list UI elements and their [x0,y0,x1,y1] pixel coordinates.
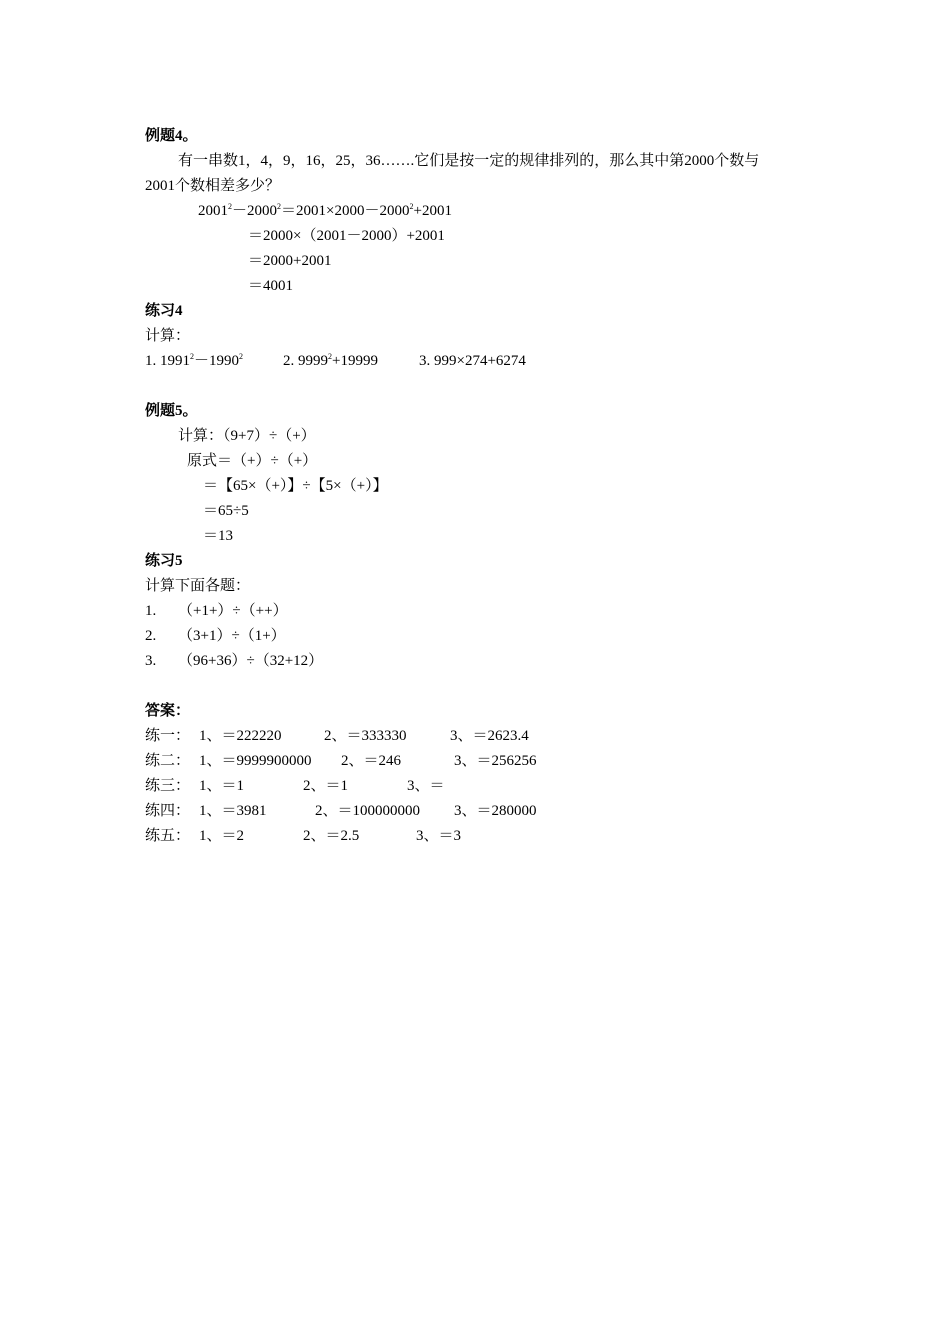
answer-2: 2、＝100000000 [315,803,421,819]
practice4-q2 [283,351,378,371]
sol1-sup-c: 2 [409,202,414,211]
answer-3: 3、＝280000 [454,803,537,819]
answer-label: 练一： [145,728,191,744]
answer-label: 练五： [145,828,191,844]
q2-a: 2. 9999 [283,353,328,369]
practice5-item [145,651,445,671]
example5-line1: 计算：（9+7）÷（+） [178,428,316,444]
answer-2: 2、＝1 [303,778,349,794]
practice5-item [145,601,445,621]
answers-heading: 答案： [145,703,191,719]
example4-solution-line2: ＝2000×（2001－2000）+2001 [248,228,445,244]
q1-sup-a: 2 [190,352,194,361]
answer-label: 练三： [145,778,191,794]
example4-solution-line1 [198,201,452,221]
answer-row [145,751,565,771]
example4-solution-line3: ＝2000+2001 [248,253,332,269]
sol1-b: －2000 [232,203,278,219]
answer-1: 1、＝2 [199,828,245,844]
item-number: 1. [145,603,157,619]
sol1-sup-a: 2 [228,202,232,211]
q2-b: +19999 [332,353,378,369]
sol1-sup-b: 2 [277,202,282,211]
example4-problem-line2: 2001个数相差多少？ [145,178,281,194]
answer-1: 1、＝222220 [199,728,282,744]
practice5-item [145,626,445,646]
answer-2: 2、＝333330 [324,728,407,744]
item-expression: （96+36）÷（32+12） [178,653,324,669]
q1-a: 1. 1991 [145,353,190,369]
example4-problem-line1: 有一串数1，4，9，16，25，36…….它们是按一定的规律排列的，那么其中第2000个数与 [178,153,760,169]
example5-line5: ＝13 [203,528,234,544]
example5-line4: ＝65÷5 [203,503,249,519]
practice5-heading: 练习5 [145,553,183,569]
q1-sup-b: 2 [239,352,244,361]
sol1-a: 2001 [198,203,228,219]
sol1-c: ＝2001×2000－2000 [281,203,410,219]
practice4-heading: 练习4 [145,303,183,319]
answer-row [145,776,565,796]
item-number: 2. [145,628,157,644]
q1-b: －1990 [194,353,240,369]
answer-1: 1、＝9999900000 [199,753,312,769]
example5-heading: 例题5。 [145,403,198,419]
item-expression: （3+1）÷（1+） [178,628,286,644]
answer-label: 练四： [145,803,191,819]
sol1-d: +2001 [413,203,452,219]
practice5-prompt: 计算下面各题： [145,578,251,594]
item-number: 3. [145,653,157,669]
practice4-prompt: 计算： [145,328,191,344]
answer-3: 3、＝256256 [454,753,537,769]
answer-2: 2、＝246 [341,753,402,769]
example4-heading: 例题4。 [145,128,198,144]
answer-3: 3、＝ [407,778,445,794]
answer-3: 3、＝3 [416,828,462,844]
answer-2: 2、＝2.5 [303,828,360,844]
answer-3: 3、＝2623.4 [450,728,529,744]
example5-line2: 原式＝（+）÷（+） [187,453,318,469]
answer-row [145,726,565,746]
practice4-q3: 3. 999×274+6274 [419,353,526,369]
practice4-q1 [145,351,243,371]
answer-1: 1、＝1 [199,778,245,794]
example4-solution-line4: ＝4001 [248,278,294,294]
answer-label: 练二： [145,753,191,769]
example5-line3: ＝【65×（+）】÷【5×（+）】 [203,478,388,494]
q2-sup-a: 2 [328,352,332,361]
item-expression: （+1+）÷（++） [178,603,288,619]
practice4-questions [145,351,565,371]
answer-row [145,801,565,821]
answer-row [145,826,565,846]
answer-1: 1、＝3981 [199,803,267,819]
